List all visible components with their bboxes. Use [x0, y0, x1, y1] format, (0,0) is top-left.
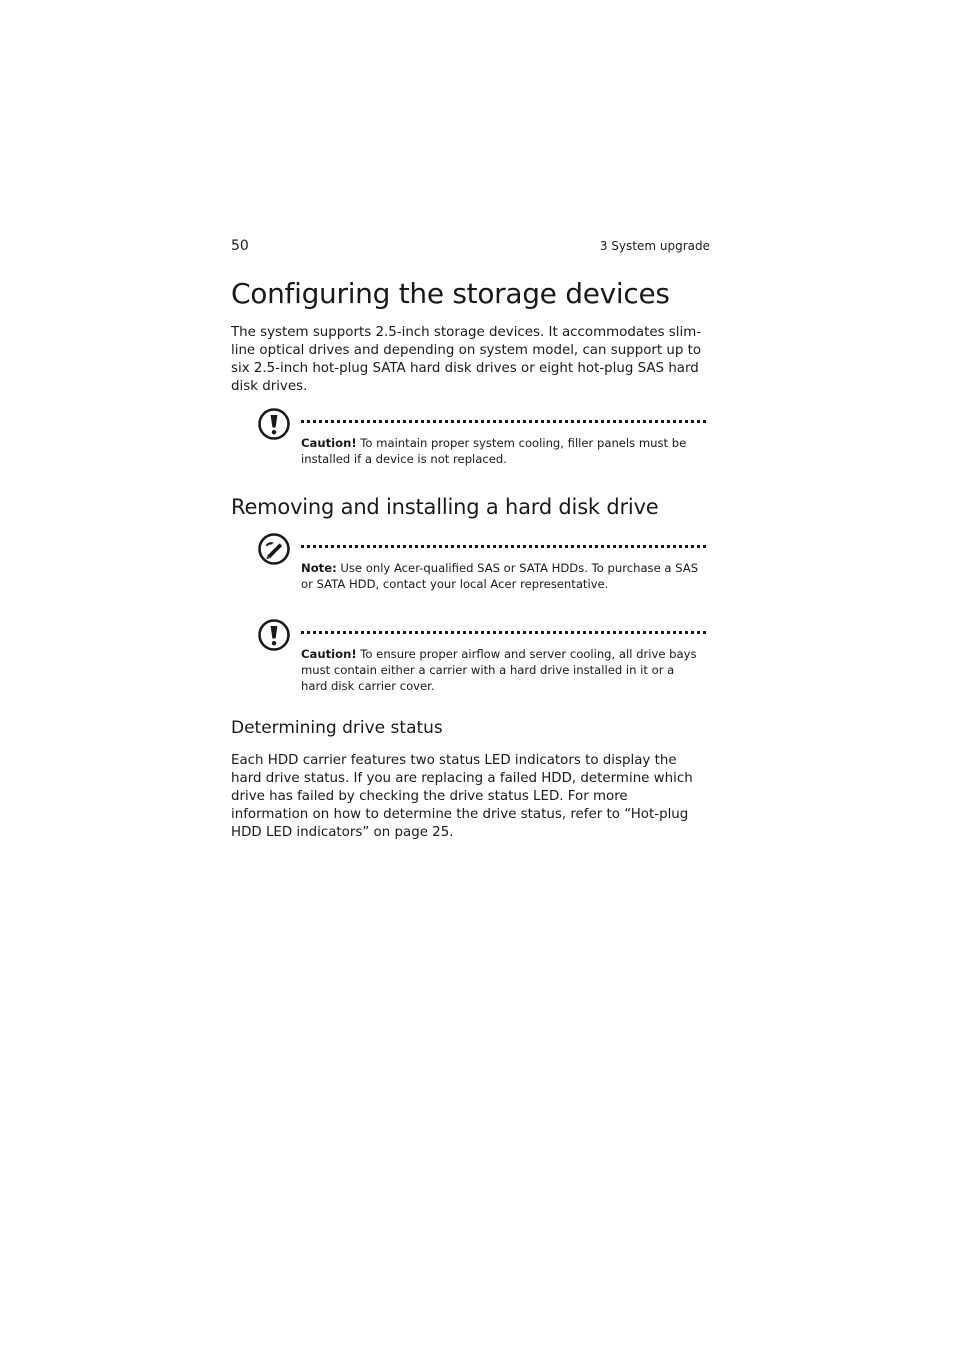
drive-status-paragraph: Each HDD carrier features two status LED indicators to display the hard drive status. If you are replacing a failed HDD, determine which drive has failed by checking the drive status LED. For more information on how to determine the drive status, refer to “Hot-plug HDD LED indicators” on page 25. — [231, 753, 693, 840]
note-notice-qualified-hdd — [257, 532, 709, 596]
caution-icon — [257, 618, 291, 652]
caution-body: To ensure proper airflow and server cooling, all drive bays must contain either a carrier with a hard drive installed in it or a hard disk carrier cover. — [301, 647, 697, 693]
caution-icon — [257, 407, 291, 441]
subsection-title: Removing and installing a hard disk drive — [231, 495, 659, 519]
caution-notice-cooling — [257, 407, 709, 471]
subsubsection-title: Determining drive status — [231, 718, 443, 738]
dotted-divider — [301, 545, 706, 548]
note-text — [301, 560, 701, 592]
note-icon — [257, 532, 291, 566]
caution-body: To maintain proper system cooling, filler panels must be installed if a device is not replaced. — [301, 436, 687, 466]
note-label: Note: — [301, 561, 337, 575]
caution-text — [301, 646, 701, 694]
caution-label: Caution! — [301, 436, 357, 450]
caution-label: Caution! — [301, 647, 357, 661]
caution-notice-airflow — [257, 618, 709, 698]
intro-paragraph: The system supports 2.5-inch storage devices. It accommodates slim-line optical drives and depending on system model, can support up to six 2.5-inch hot-plug SATA hard disk drives or eight hot-plug SAS hard disk drives. — [231, 325, 702, 394]
page-number: 50 — [231, 238, 249, 254]
dotted-divider — [301, 631, 706, 634]
section-title: Configuring the storage devices — [231, 277, 670, 310]
running-header: 3 System upgrade — [599, 239, 710, 253]
dotted-divider — [301, 420, 706, 423]
note-body: Use only Acer-qualified SAS or SATA HDDs. To purchase a SAS or SATA HDD, contact your local Acer representative. — [301, 561, 699, 591]
caution-text — [301, 435, 701, 467]
